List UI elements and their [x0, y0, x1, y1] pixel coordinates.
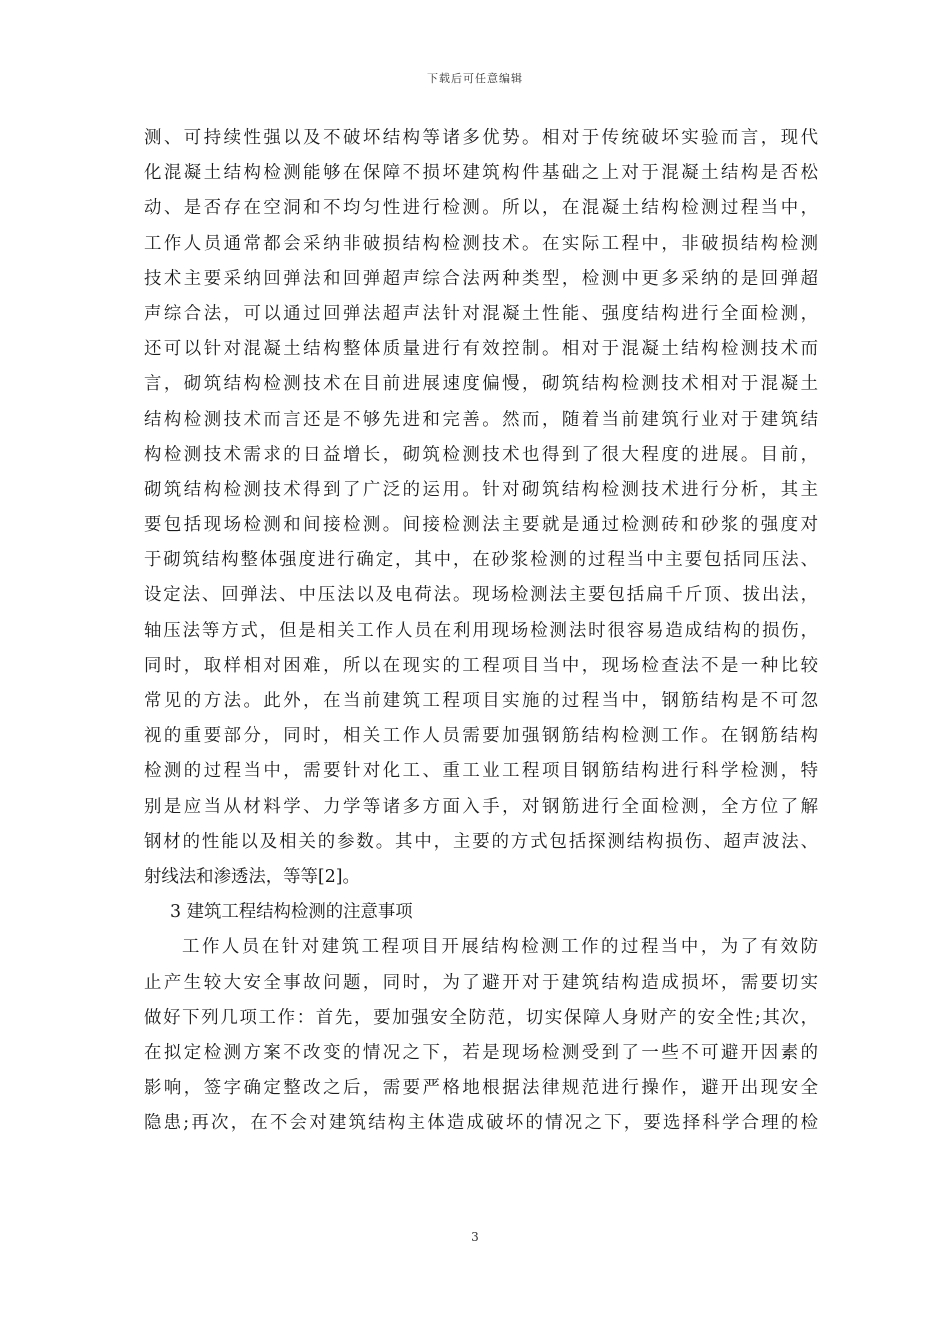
text-line: 工作人员通常都会采纳非破损结构检测技术。在实际工程中，非破损结构检测 — [144, 233, 818, 254]
text-line: 设定法、回弹法、中压法以及电荷法。现场检测法主要包括扁千斤顶、拔出法， — [144, 585, 818, 606]
text-line: 声综合法，可以通过回弹法超声法针对混凝土性能、强度结构进行全面检测， — [144, 303, 818, 324]
text-line: 于砌筑结构整体强度进行确定，其中，在砂浆检测的过程当中主要包括同压法、 — [144, 550, 818, 571]
text-line: 止产生较大安全事故问题，同时，为了避开对于建筑结构造成损坏，需要切实 — [144, 972, 818, 993]
text-line: 构检测技术需求的日益增长，砌筑检测技术也得到了很大程度的进展。目前， — [144, 444, 818, 465]
text-line: 动、是否存在空洞和不均匀性进行检测。所以，在混凝土结构检测过程当中， — [144, 198, 818, 219]
text-line: 检测的过程当中，需要针对化工、重工业工程项目钢筋结构进行科学检测，特 — [144, 761, 818, 782]
page-number: 3 — [471, 1230, 479, 1244]
text-line: 轴压法等方式，但是相关工作人员在利用现场检测法时很容易造成结构的损伤， — [144, 620, 818, 641]
text-line: 要包括现场检测和间接检测。间接检测法主要就是通过检测砖和砂浆的强度对 — [144, 515, 818, 536]
text-line: 砌筑结构检测技术得到了广泛的运用。针对砌筑结构检测技术进行分析，其主 — [144, 479, 818, 500]
text-line: 影响，签字确定整改之后，需要严格地根据法律规范进行操作，避开出现安全 — [144, 1078, 818, 1099]
section-heading: 3 建筑工程结构检测的注意事项 — [170, 902, 413, 923]
text-line: 测、可持续性强以及不破坏结构等诸多优势。相对于传统破坏实验而言，现代 — [144, 128, 818, 148]
text-line: 还可以针对混凝土结构整体质量进行有效控制。相对于混凝土结构检测技术而 — [144, 339, 818, 360]
text-line: 射线法和渗透法，等等[2]。 — [144, 866, 360, 887]
text-line: 做好下列几项工作：首先，要加强安全防范，切实保障人身财产的安全性;其次， — [144, 1007, 818, 1028]
text-line: 视的重要部分，同时，相关工作人员需要加强钢筋结构检测工作。在钢筋结构 — [144, 726, 818, 747]
text-line: 结构检测技术而言还是不够先进和完善。然而，随着当前建筑行业对于建筑结 — [144, 409, 818, 430]
text-line: 化混凝土结构检测能够在保障不损坏建筑构件基础之上对于混凝土结构是否松 — [144, 163, 818, 184]
page-header: 下载后可任意编辑 — [427, 72, 523, 85]
text-line: 技术主要采纳回弹法和回弹超声综合法两种类型，检测中更多采纳的是回弹超 — [144, 268, 818, 289]
text-line: 常见的方法。此外，在当前建筑工程项目实施的过程当中，钢筋结构是不可忽 — [144, 691, 818, 711]
text-line: 隐患;再次，在不会对建筑结构主体造成破坏的情况之下，要选择科学合理的检 — [144, 1113, 818, 1134]
text-line: 钢材的性能以及相关的参数。其中，主要的方式包括探测结构损伤、超声波法、 — [144, 831, 818, 852]
text-line: 在拟定检测方案不改变的情况之下，若是现场检测受到了一些不可避开因素的 — [144, 1042, 818, 1063]
text-line: 别是应当从材料学、力学等诸多方面入手，对钢筋进行全面检测，全方位了解 — [144, 796, 818, 817]
text-line: 同时，取样相对困难，所以在现实的工程项目当中，现场检查法不是一种比较 — [144, 655, 818, 676]
document-body — [144, 121, 818, 1141]
text-line: 工作人员在针对建筑工程项目开展结构检测工作的过程当中，为了有效防 — [182, 937, 818, 958]
text-line: 言，砌筑结构检测技术在目前进展速度偏慢，砌筑结构检测技术相对于混凝土 — [144, 374, 818, 395]
